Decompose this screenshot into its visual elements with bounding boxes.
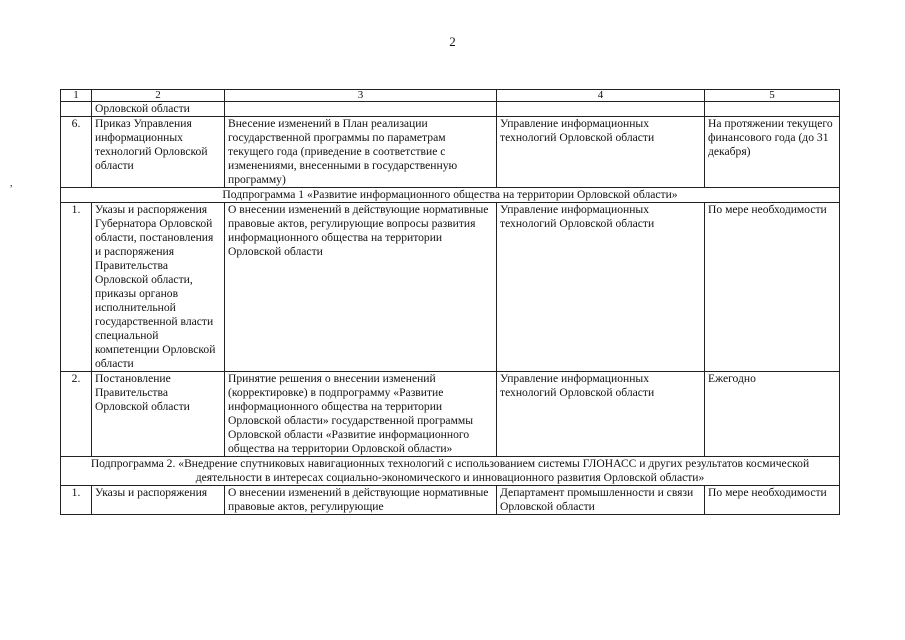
- responsible-cell: [497, 102, 705, 117]
- row-number: [61, 102, 92, 117]
- deadline-cell: Ежегодно: [705, 372, 840, 457]
- table-row: [61, 372, 840, 457]
- column-header: 1: [61, 90, 92, 102]
- row-number: 2.: [61, 372, 92, 457]
- document-type: Постановление Правительства Орловской области: [92, 372, 225, 457]
- content-cell: [225, 102, 497, 117]
- responsible-cell: Управление информационных технологий Орловской области: [497, 117, 705, 188]
- document-type: Орловской области: [92, 102, 225, 117]
- row-number: 1.: [61, 486, 92, 515]
- subprogram-1-title: Подпрограмма 1 «Развитие информационного общества на территории Орловской области»: [61, 188, 840, 203]
- deadline-cell: На протяжении текущего финансового года (до 31 декабря): [705, 117, 840, 188]
- margin-mark: ,: [10, 178, 13, 189]
- deadline-cell: По мере необходимости: [705, 486, 840, 515]
- content-cell: О внесении изменений в действующие нормативные правовые актов, регулирующие вопросы развития информационного общества на территории Орловской области: [225, 203, 497, 372]
- document-type: Указы и распоряжения: [92, 486, 225, 515]
- responsible-cell: Управление информационных технологий Орловской области: [497, 372, 705, 457]
- responsible-cell: Управление информационных технологий Орловской области: [497, 203, 705, 372]
- deadline-cell: [705, 102, 840, 117]
- content-cell: Принятие решения о внесении изменений (корректировке) в подпрограмму «Развитие информационного общества на территории Орловской области» государственной программы Орловской области «Развитие информационного общества на территории Орловской области»: [225, 372, 497, 457]
- plan-table: [60, 89, 840, 515]
- column-header: 5: [705, 90, 840, 102]
- content-cell: Внесение изменений в План реализации государственной программы по параметрам текущего года (приведение в соответствие с изменениями, внесенными в государственную программу): [225, 117, 497, 188]
- column-header: 3: [225, 90, 497, 102]
- section-row: [61, 188, 840, 203]
- column-header: 2: [92, 90, 225, 102]
- table-row: [61, 203, 840, 372]
- row-number: 6.: [61, 117, 92, 188]
- responsible-cell: Департамент промышленности и связи Орловской области: [497, 486, 705, 515]
- section-row: [61, 457, 840, 486]
- table-row: [61, 102, 840, 117]
- content-cell: О внесении изменений в действующие нормативные правовые актов, регулирующие: [225, 486, 497, 515]
- page-number: 2: [449, 34, 456, 49]
- table-header-row: [61, 90, 840, 102]
- deadline-cell: По мере необходимости: [705, 203, 840, 372]
- column-header: 4: [497, 90, 705, 102]
- table-row: [61, 117, 840, 188]
- subprogram-2-title: Подпрограмма 2. «Внедрение спутниковых навигационных технологий с использованием системы ГЛОНАСС и других результатов космической деятельности в интересах социально-экономического и инновационного развития Орловской области»: [61, 457, 840, 486]
- document-type: Указы и распоряжения Губернатора Орловской области, постановления и распоряжения Правительства Орловской области, приказы органов исполнительной государственной власти специальной компетенции Орловской области: [92, 203, 225, 372]
- table-row: [61, 486, 840, 515]
- row-number: 1.: [61, 203, 92, 372]
- document-type: Приказ Управления информационных технологий Орловской области: [92, 117, 225, 188]
